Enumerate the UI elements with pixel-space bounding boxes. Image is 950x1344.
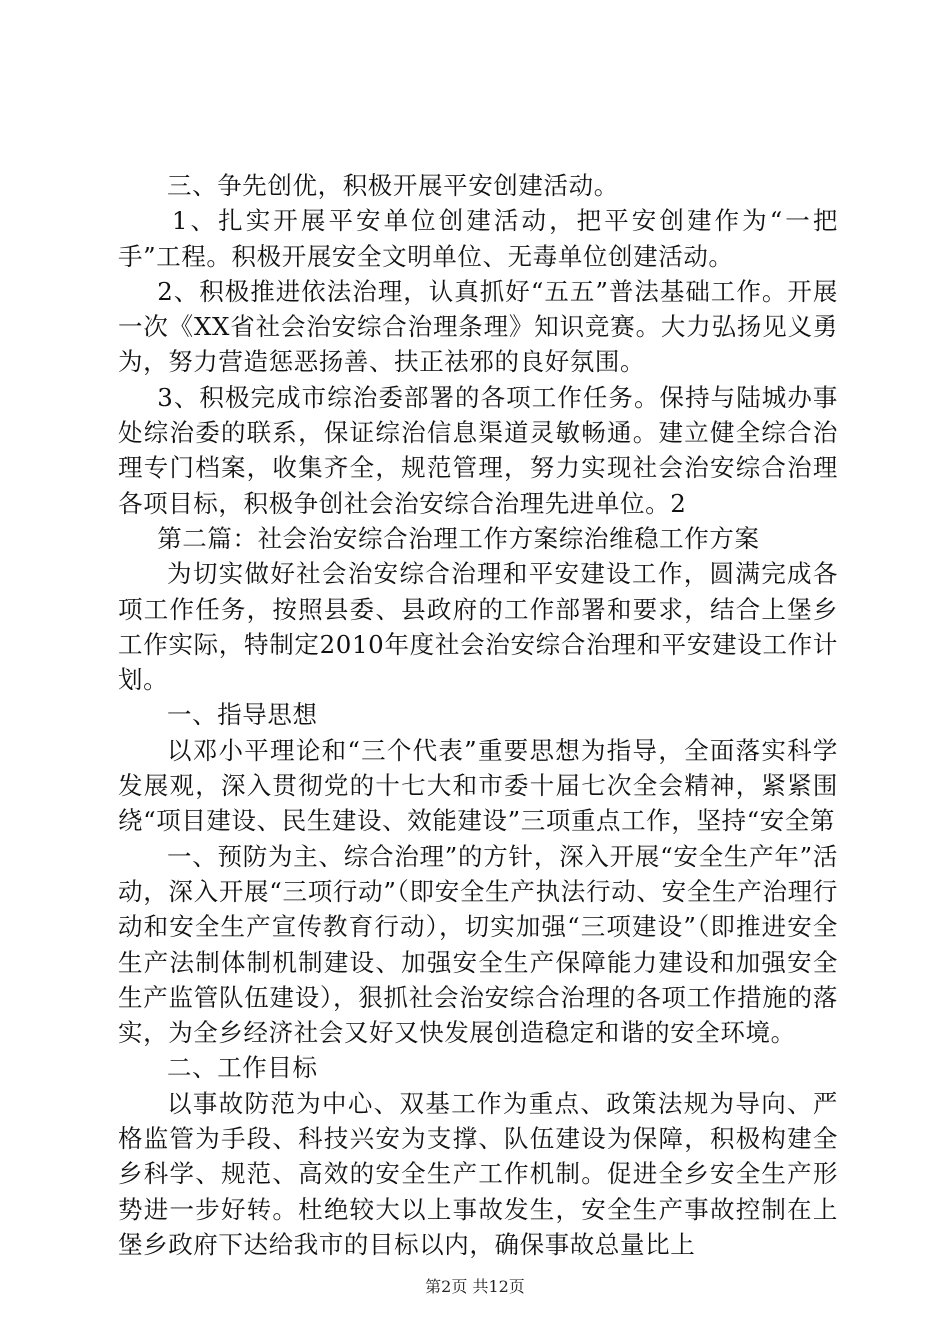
section-heading: 三、争先创优，积极开展平安创建活动。 (167, 171, 619, 200)
section-heading: 二、工作目标 (167, 1053, 318, 1083)
body-paragraph: 以事故防范为中心、双基工作为重点、政策法规为导向、严格监管为手段、科技兴安为支撑、队伍建设为保障，积极构建全乡科学、规范、高效的安全生产工作机制。促进全乡安全生产形势进一步好转。杜绝较大以上事故发生，安全生产事故控制在上堡乡政府下达给我市的目标以内，确保事故总量比上 (118, 1088, 838, 1259)
body-paragraph: 为切实做好社会治安综合治理和平安建设工作，圆满完成各项工作任务，按照县委、县政府的工作部署和要求，结合上堡乡工作实际，特制定2010年度社会治安综合治理和平安建设工作计划。 (118, 559, 838, 695)
body-paragraph: 以邓小平理论和“三个代表”重要思想为指导，全面落实科学发展观，深入贯彻党的十七大和市委十届七次全会精神，紧紧围绕“项目建设、民生建设、效能建设”三项重点工作，坚持“安全第 (118, 735, 838, 836)
document-body (118, 168, 838, 1262)
chapter-title: 第二篇：社会治安综合治理工作方案综治维稳工作方案 (157, 523, 760, 553)
section-heading: 一、指导思想 (167, 700, 318, 730)
page-footer: 第2页 共12页 (425, 1277, 525, 1296)
body-paragraph: 一、预防为主、综合治理”的方针，深入开展“安全生产年”活动，深入开展“三项行动”（即安全生产执法行动、安全生产治理行动和安全生产宣传教育行动），切实加强“三项建设”（即推进安全生产法制体制机制建设、加强安全生产保障能力建设和加强安全生产监管队伍建设），狠抓社会治安综合治理的各项工作措施的落实，为全乡经济社会又好又快发展创造稳定和谐的安全环境。 (118, 841, 838, 1048)
body-paragraph: 3、积极完成市综治委部署的各项工作任务。保持与陆城办事处综治委的联系，保证综治信息渠道灵敏畅通。建立健全综合治理专门档案，收集齐全，规范管理，努力实现社会治安综合治理各项目标，积极争创社会治安综合治理先进单位。2 (118, 382, 838, 518)
body-paragraph: 2、积极推进依法治理，认真抓好“五五”普法基础工作。开展一次《XX省社会治安综合治理条理》知识竞赛。大力弘扬见义勇为，努力营造惩恶扬善、扶正祛邪的良好氛围。 (118, 276, 838, 377)
body-paragraph: 1、扎实开展平安单位创建活动，把平安创建作为“一把手”工程。积极开展安全文明单位、无毒单位创建活动。 (118, 206, 838, 271)
